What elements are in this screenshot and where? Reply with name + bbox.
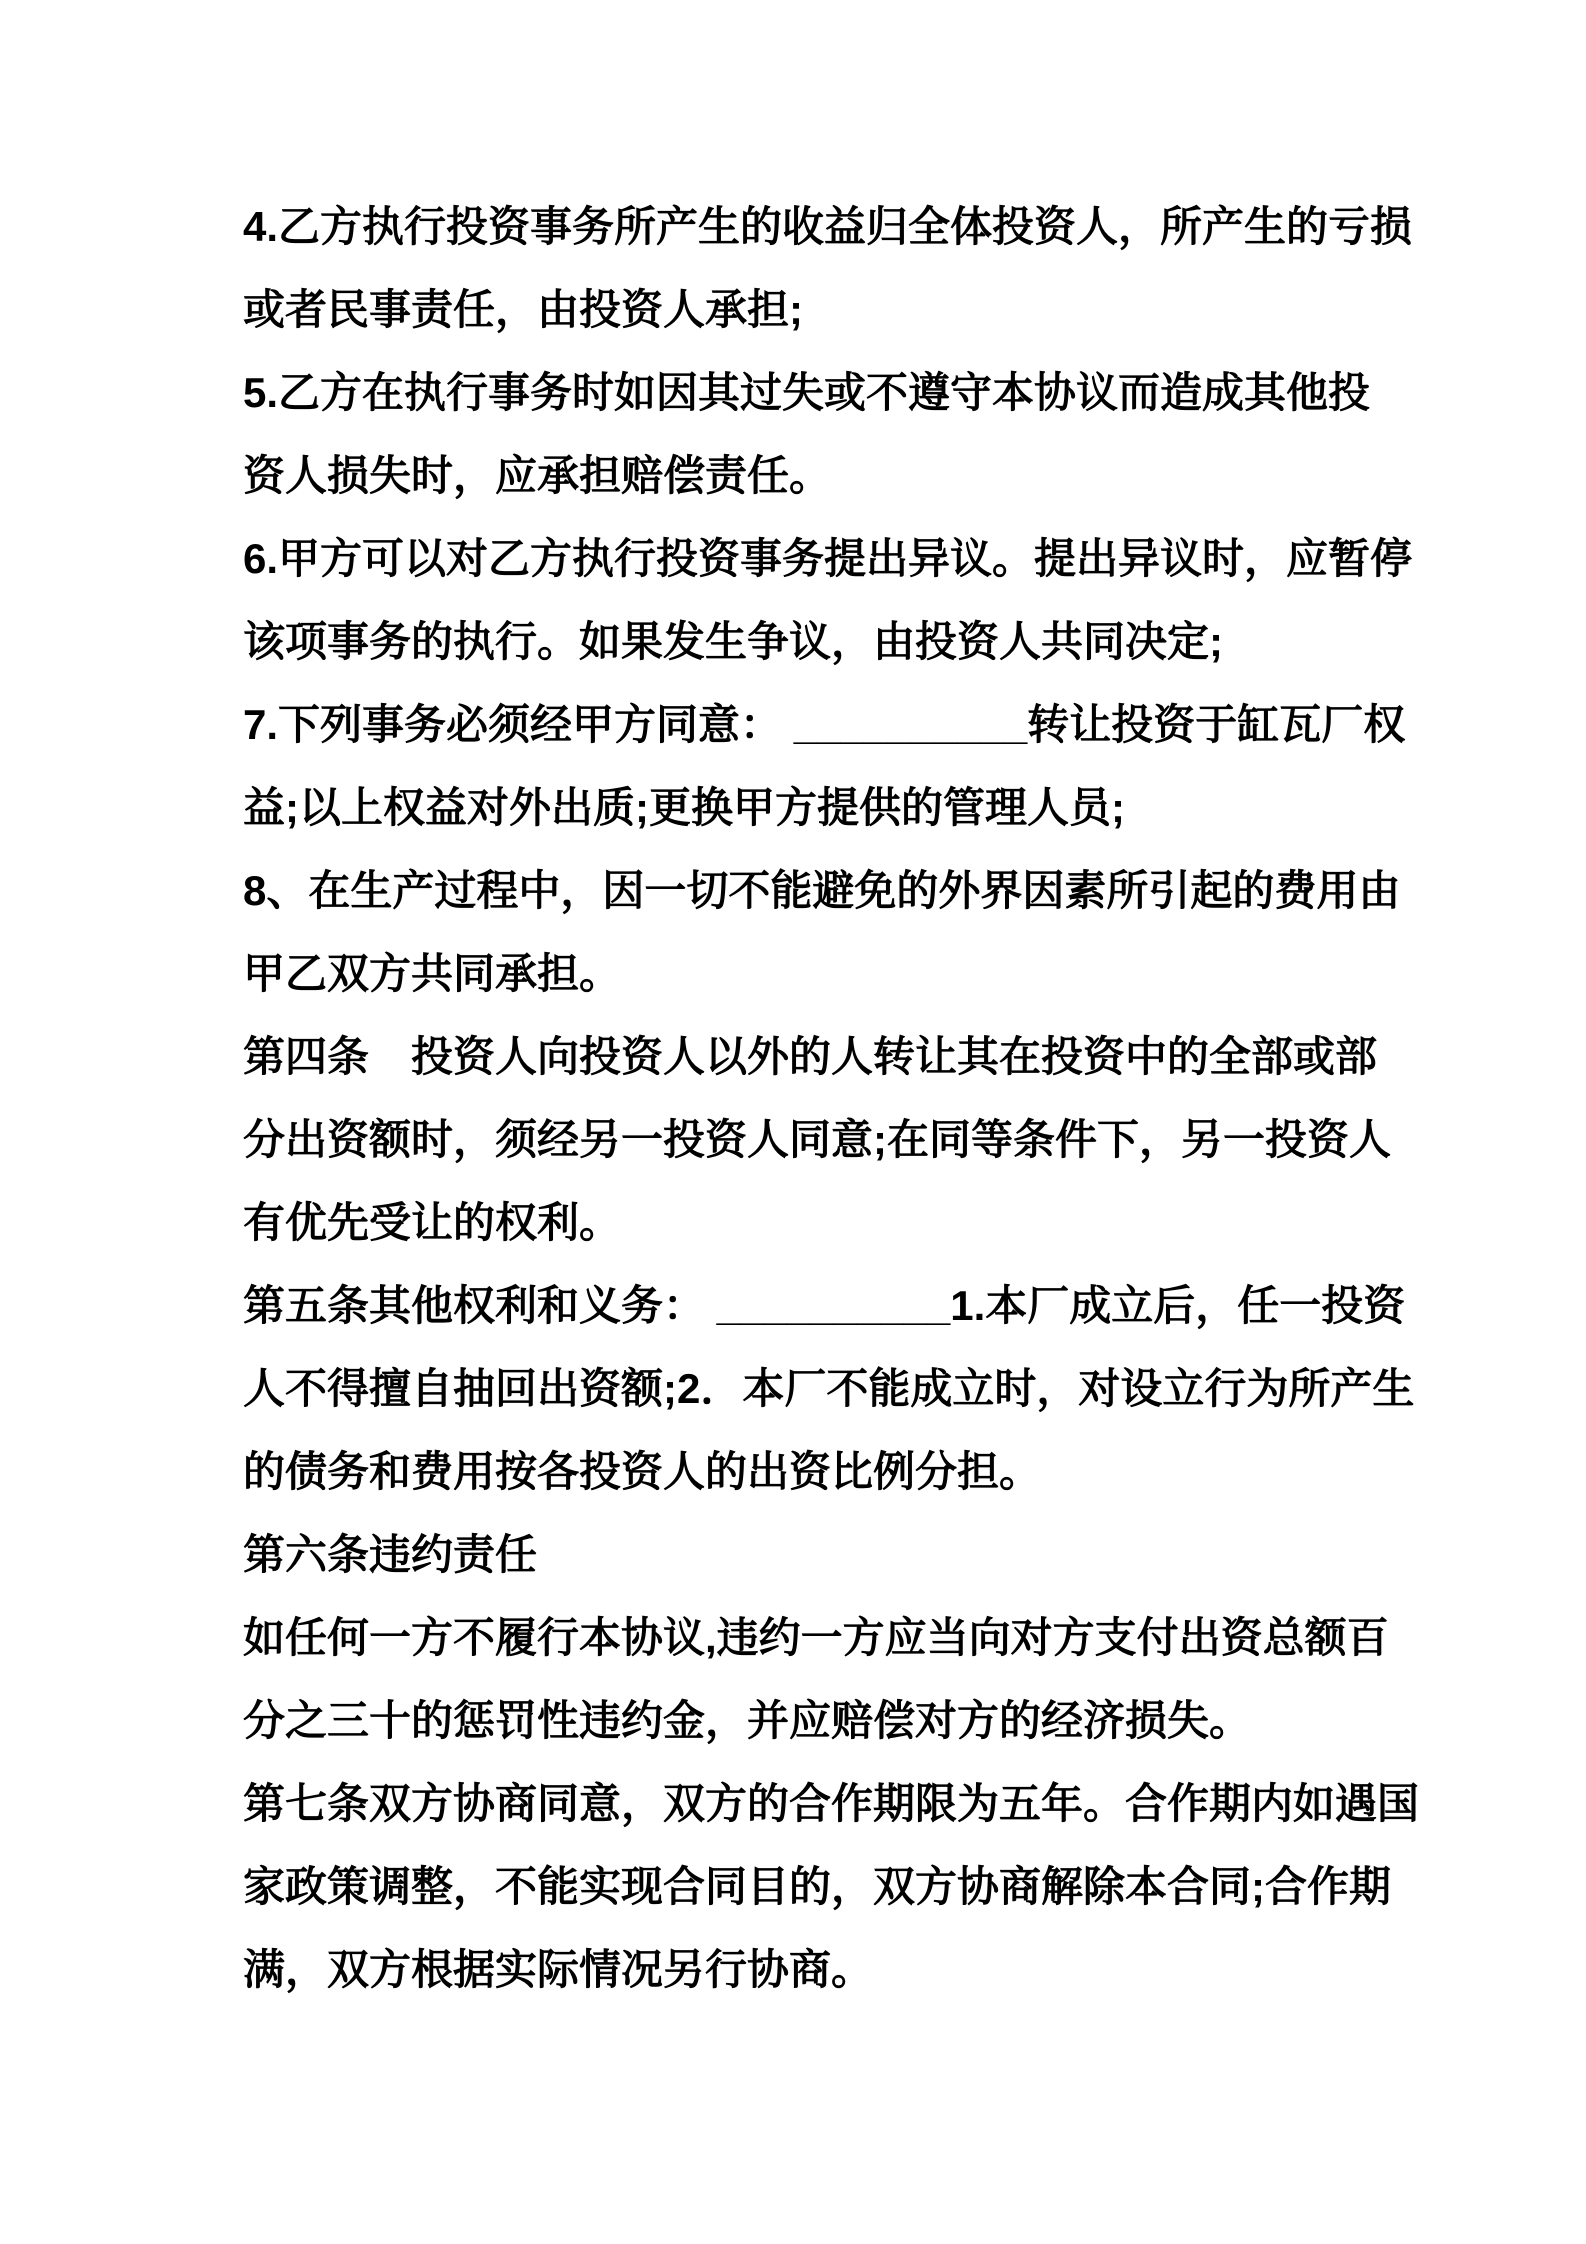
contract-line: 有优先受让的权利。 — [243, 1199, 622, 1246]
contract-line: 8、在生产过程中，因一切不能避免的外界因素所引起的费用由 — [243, 867, 1401, 914]
contract-line: 7.下列事务必须经甲方同意： __________转让投资于缸瓦厂权 — [243, 701, 1406, 748]
contract-line: 如任何一方不履行本协议,违约一方应当向对方支付出资总额百 — [243, 1614, 1389, 1661]
contract-line: 第七条双方协商同意，双方的合作期限为五年。合作期内如遇国 — [243, 1780, 1420, 1827]
contract-line: 4.乙方执行投资事务所产生的收益归全体投资人，所产生的亏损 — [243, 203, 1413, 250]
contract-line: 人不得擅自抽回出资额;2．本厂不能成立时，对设立行为所产生 — [243, 1365, 1415, 1412]
contract-line: 或者民事责任，由投资人承担; — [243, 286, 803, 333]
contract-line: 该项事务的执行。如果发生争议，由投资人共同决定; — [243, 618, 1223, 665]
contract-line: 资人损失时，应承担赔偿责任。 — [243, 452, 832, 499]
contract-line: 第四条 投资人向投资人以外的人转让其在投资中的全部或部 — [243, 1033, 1378, 1080]
contract-line: 的债务和费用按各投资人的出资比例分担。 — [243, 1448, 1042, 1495]
contract-line: 益;以上权益对外出质;更换甲方提供的管理人员; — [243, 784, 1125, 831]
contract-line: 第六条违约责任 — [243, 1531, 538, 1578]
contract-line: 甲乙双方共同承担。 — [243, 950, 622, 997]
contract-line: 6.甲方可以对乙方执行投资事务提出异议。提出异议时，应暂停 — [243, 535, 1413, 582]
contract-line: 第五条其他权利和义务： __________1.本厂成立后，任一投资 — [243, 1282, 1406, 1329]
contract-line: 满，双方根据实际情况另行协商。 — [243, 1946, 874, 1993]
contract-line: 5.乙方在执行事务时如因其过失或不遵守本协议而造成其他投 — [243, 369, 1371, 416]
contract-line: 家政策调整，不能实现合同目的，双方协商解除本合同;合作期 — [243, 1863, 1391, 1910]
contract-line: 分之三十的惩罚性违约金，并应赔偿对方的经济损失。 — [243, 1697, 1252, 1744]
contract-line: 分出资额时，须经另一投资人同意;在同等条件下，另一投资人 — [243, 1116, 1391, 1163]
